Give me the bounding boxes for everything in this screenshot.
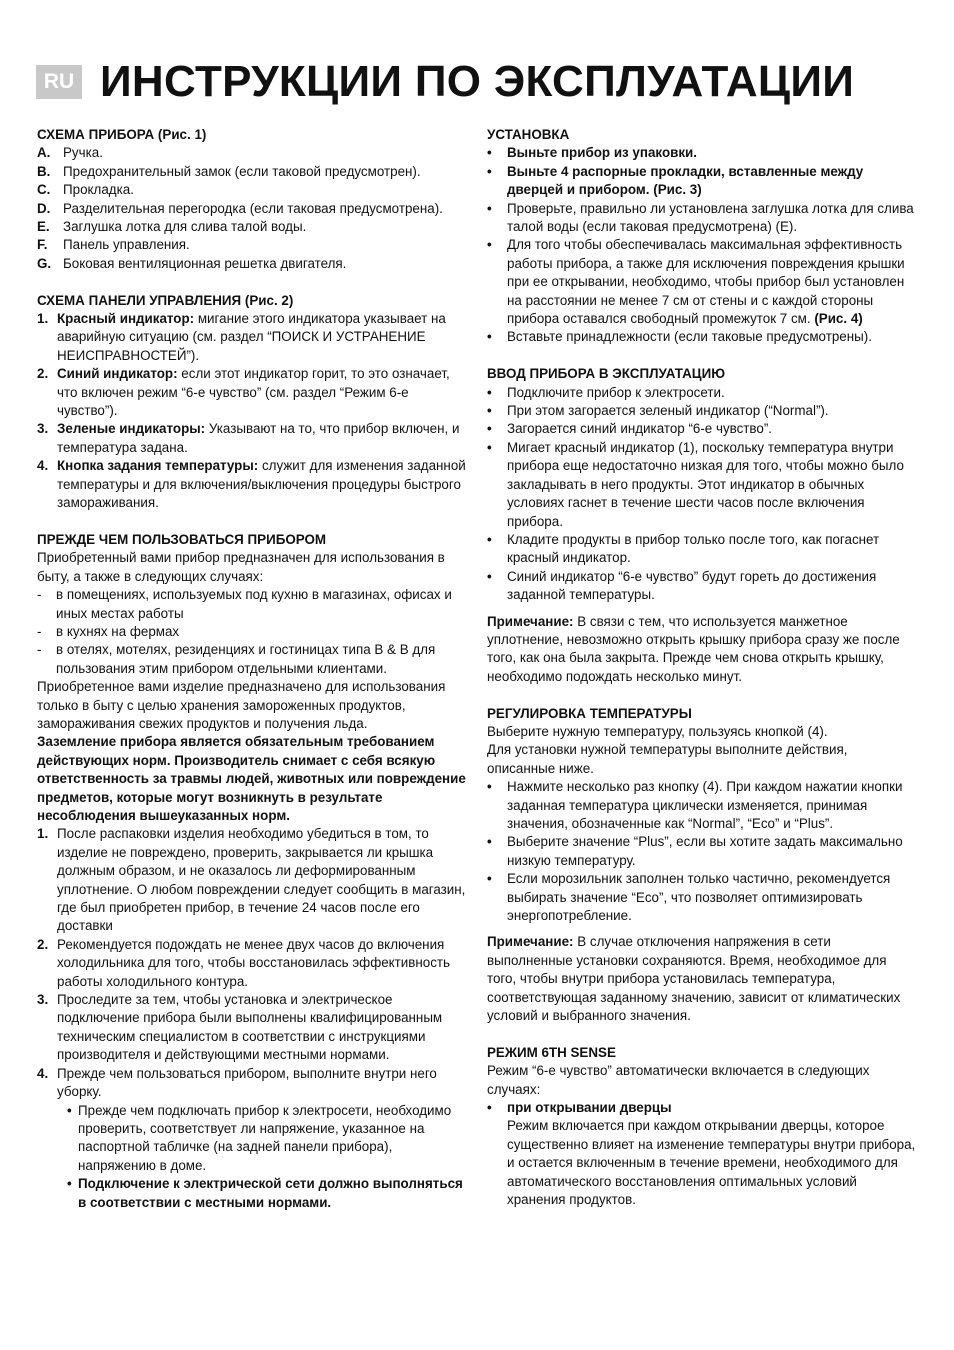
- section-title: РЕГУЛИРОВКА ТЕМПЕРАТУРЫ: [487, 705, 692, 721]
- list-item: G. Боковая вентиляционная решетка двигателя.: [37, 255, 347, 271]
- sub-list-item: • Подключение к электрической сети должно выполняться в соответствии с местными нормами.: [67, 1176, 463, 1210]
- list-item: • Подключите прибор к электросети.: [487, 384, 725, 400]
- page-header: [36, 58, 854, 106]
- list-item: A. Ручка.: [37, 145, 103, 161]
- warning-paragraph: Заземление прибора является обязательным требованием действующих норм. Производитель снимает с себя всякую ответственность за травмы людей, животных или повреждение предметов, которые могут возникнуть в результате несоблюдения вышеуказанных норм.: [37, 734, 466, 823]
- list-item: 1. После распаковки изделия необходимо убедиться в том, то изделие не повреждено, проверить, закрывается ли крышка должным образом, и не оказалось ли деформированным уплотнение. О любом повреждении следует сообщить в магазин, где был приобретен прибор, в течение 24 часов после его доставки: [37, 826, 466, 934]
- list-item: • При этом загорается зеленый индикатор (“Normal”).: [487, 403, 829, 419]
- list-item: - в кухнях на фермах: [37, 623, 180, 639]
- section-appliance-scheme: [37, 126, 469, 273]
- section-temperature: [487, 705, 919, 1026]
- section-installation: [487, 126, 919, 347]
- list-item: 4. Кнопка задания температуры: служит для изменения заданной температуры и для включения/выключения процедуры быстрого замораживания.: [37, 458, 466, 511]
- paragraph: Приобретенный вами прибор предназначен для использования в быту, а также в следующих случаях:: [37, 550, 445, 584]
- note-paragraph: Примечание: В случае отключения напряжения в сети выполненные установки сохраняются. Время, необходимое для того, чтобы внутри прибора установилась температура, соответствующая заданному значению, зависит от климатических условий и выбранного значения.: [487, 934, 901, 1024]
- section-title: ПРЕЖДЕ ЧЕМ ПОЛЬЗОВАТЬСЯ ПРИБОРОМ: [37, 531, 327, 547]
- paragraph: Для установки нужной температуры выполните действия, описанные ниже.: [487, 742, 848, 776]
- list-item: 2. Рекомендуется подождать не менее двух часов до включения холодильника для того, чтобы восстановилась эффективность работы холодильного контура.: [37, 936, 451, 989]
- section-title: УСТАНОВКА: [487, 127, 570, 142]
- list-item: • Для того чтобы обеспечивалась максимальная эффективность работы прибора, а также для исключения повреждения крышки при ее открывании, необходимо, чтобы прибор был установлен на расстоянии не менее 7 см от стены и с каждой стороны прибора оставался свободный промежуток 7 см. (Рис. 4): [487, 237, 905, 327]
- section-title: РЕЖИМ 6TH SENSE: [487, 1044, 616, 1060]
- section-6th-sense: [487, 1044, 919, 1210]
- list-item: 1. Красный индикатор: мигание этого индикатора указывает на аварийную ситуацию (см. раздел “ПОИСК И УСТРАНЕНИЕ НЕИСПРАВНОСТЕЙ”).: [37, 311, 446, 363]
- section-startup: [487, 365, 919, 686]
- list-item: • Мигает красный индикатор (1), поскольку температура внутри прибора еще недостаточно низкая для того, чтобы можно было закладывать в него продукты. Этот индикатор в обычных условиях гаснет в течение шести часов после включения прибора.: [487, 439, 904, 529]
- list-item: • Выберите значение “Plus”, если вы хотите задать максимально низкую температуру.: [487, 834, 903, 868]
- list-item: • Вставьте принадлежности (если таковые предусмотрены).: [487, 329, 872, 345]
- list-item: • Проверьте, правильно ли установлена заглушка лотка для слива талой воды (если таковая предусмотрена) (E).: [487, 200, 914, 235]
- section-title: СХЕМА ПАНЕЛИ УПРАВЛЕНИЯ (Рис. 2): [37, 292, 294, 308]
- list-item: D. Разделительная перегородка (если таковая предусмотрена).: [37, 200, 443, 216]
- list-item: E. Заглушка лотка для слива талой воды.: [37, 219, 307, 235]
- list-item: - в отелях, мотелях, резиденциях и гостиницах типа B & B для пользования этим прибором отдельными клиентами.: [37, 642, 436, 676]
- list-item: • Выньте 4 распорные прокладки, вставленные между дверцей и прибором. (Рис. 3): [487, 163, 864, 198]
- list-item: B. Предохранительный замок (если таковой предусмотрен).: [37, 163, 421, 179]
- list-item: 2. Синий индикатор: если этот индикатор горит, то это означает, что включен режим “6-е чувство” (см. раздел “Режим 6-е чувство”).: [37, 366, 450, 419]
- section-title: СХЕМА ПРИБОРА (Рис. 1): [37, 127, 207, 142]
- list-item: • Нажмите несколько раз кнопку (4). При каждом нажатии кнопки заданная температура циклически изменяется, принимая значения, обозначенные как “Normal”, “Eco” и “Plus”.: [487, 779, 903, 831]
- list-item: C. Прокладка.: [37, 182, 134, 198]
- page-title: ИНСТРУКЦИИ ПО ЭКСПЛУАТАЦИИ: [100, 57, 855, 106]
- list-item: • Кладите продукты в прибор только после того, как погаснет красный индикатор.: [487, 531, 880, 566]
- list-item: • Если морозильник заполнен только частично, рекомендуется выбирать значение “Eco”, что позволяет оптимизировать энергопотребление.: [487, 871, 891, 924]
- language-badge: RU: [36, 65, 82, 99]
- paragraph: Выберите нужную температуру, пользуясь кнопкой (4).: [487, 723, 828, 739]
- list-item: 3. Зеленые индикаторы: Указывают на то, что прибор включен, и температура задана.: [37, 421, 460, 455]
- paragraph: Режим “6-е чувство” автоматически включается в следующих случаях:: [487, 1063, 870, 1097]
- section-control-panel: [37, 292, 469, 513]
- section-title: ВВОД ПРИБОРА В ЭКСПЛУАТАЦИЮ: [487, 366, 726, 382]
- paragraph: Приобретенное вами изделие предназначено для использования только в быту с целью хранения замороженных продуктов, замораживания свежих продуктов и получения льда.: [37, 679, 446, 731]
- list-item-text: Режим включается при каждом открывании дверцы, которое существенно влияет на изменение температуры внутри прибора, и остается включенным в течение времени, необходимого для автоматического восстановления оптимальных условий хранения продуктов.: [507, 1118, 916, 1208]
- left-column: [37, 126, 469, 1230]
- list-item: - в помещениях, используемых под кухню в магазинах, офисах и иных местах работы: [37, 587, 452, 621]
- right-column: [487, 126, 919, 1228]
- list-item: • Синий индикатор “6-е чувство” будут гореть до достижения заданной температуры.: [487, 568, 877, 603]
- note-paragraph: Примечание: В связи с тем, что используется манжетное уплотнение, невозможно открыть крышку прибора сразу же после того, как она была закрыта. Прежде чем снова открыть крышку, необходимо подождать несколько минут.: [487, 613, 900, 684]
- sub-list-item: • Прежде чем подключать прибор к электросети, необходимо проверить, соответствует ли напряжение, указанное на паспортной табличке (на задней панели прибора), напряжению в доме.: [67, 1102, 452, 1173]
- list-item: F. Панель управления.: [37, 237, 190, 253]
- list-item: • Выньте прибор из упаковки.: [487, 145, 698, 161]
- section-before-use: [37, 531, 469, 1212]
- list-item: 4. Прежде чем пользоваться прибором, выполните внутри него уборку. • Прежде чем подключать прибор к электросети, необходимо проверить, соответствует ли напряжение, указанное на паспортной табличке (на задней панели прибора), напряжению в доме. • Подключение к электрической сети должно выполняться в соответствии с местными нормами.: [37, 1065, 469, 1212]
- list-item: • при открывании дверцы Режим включается при каждом открывании дверцы, которое существенно влияет на изменение температуры внутри прибора, и остается включенным в течение времени, необходимого для автоматического восстановления оптимальных условий хранения продуктов.: [487, 1099, 919, 1209]
- list-item: 3. Проследите за тем, чтобы установка и электрическое подключение прибора были выполнены квалифицированным техническим специалистом в соответствии с инструкциями производителя и действующими местными нормами.: [37, 992, 443, 1063]
- list-item: • Загорается синий индикатор “6-е чувство”.: [487, 421, 773, 437]
